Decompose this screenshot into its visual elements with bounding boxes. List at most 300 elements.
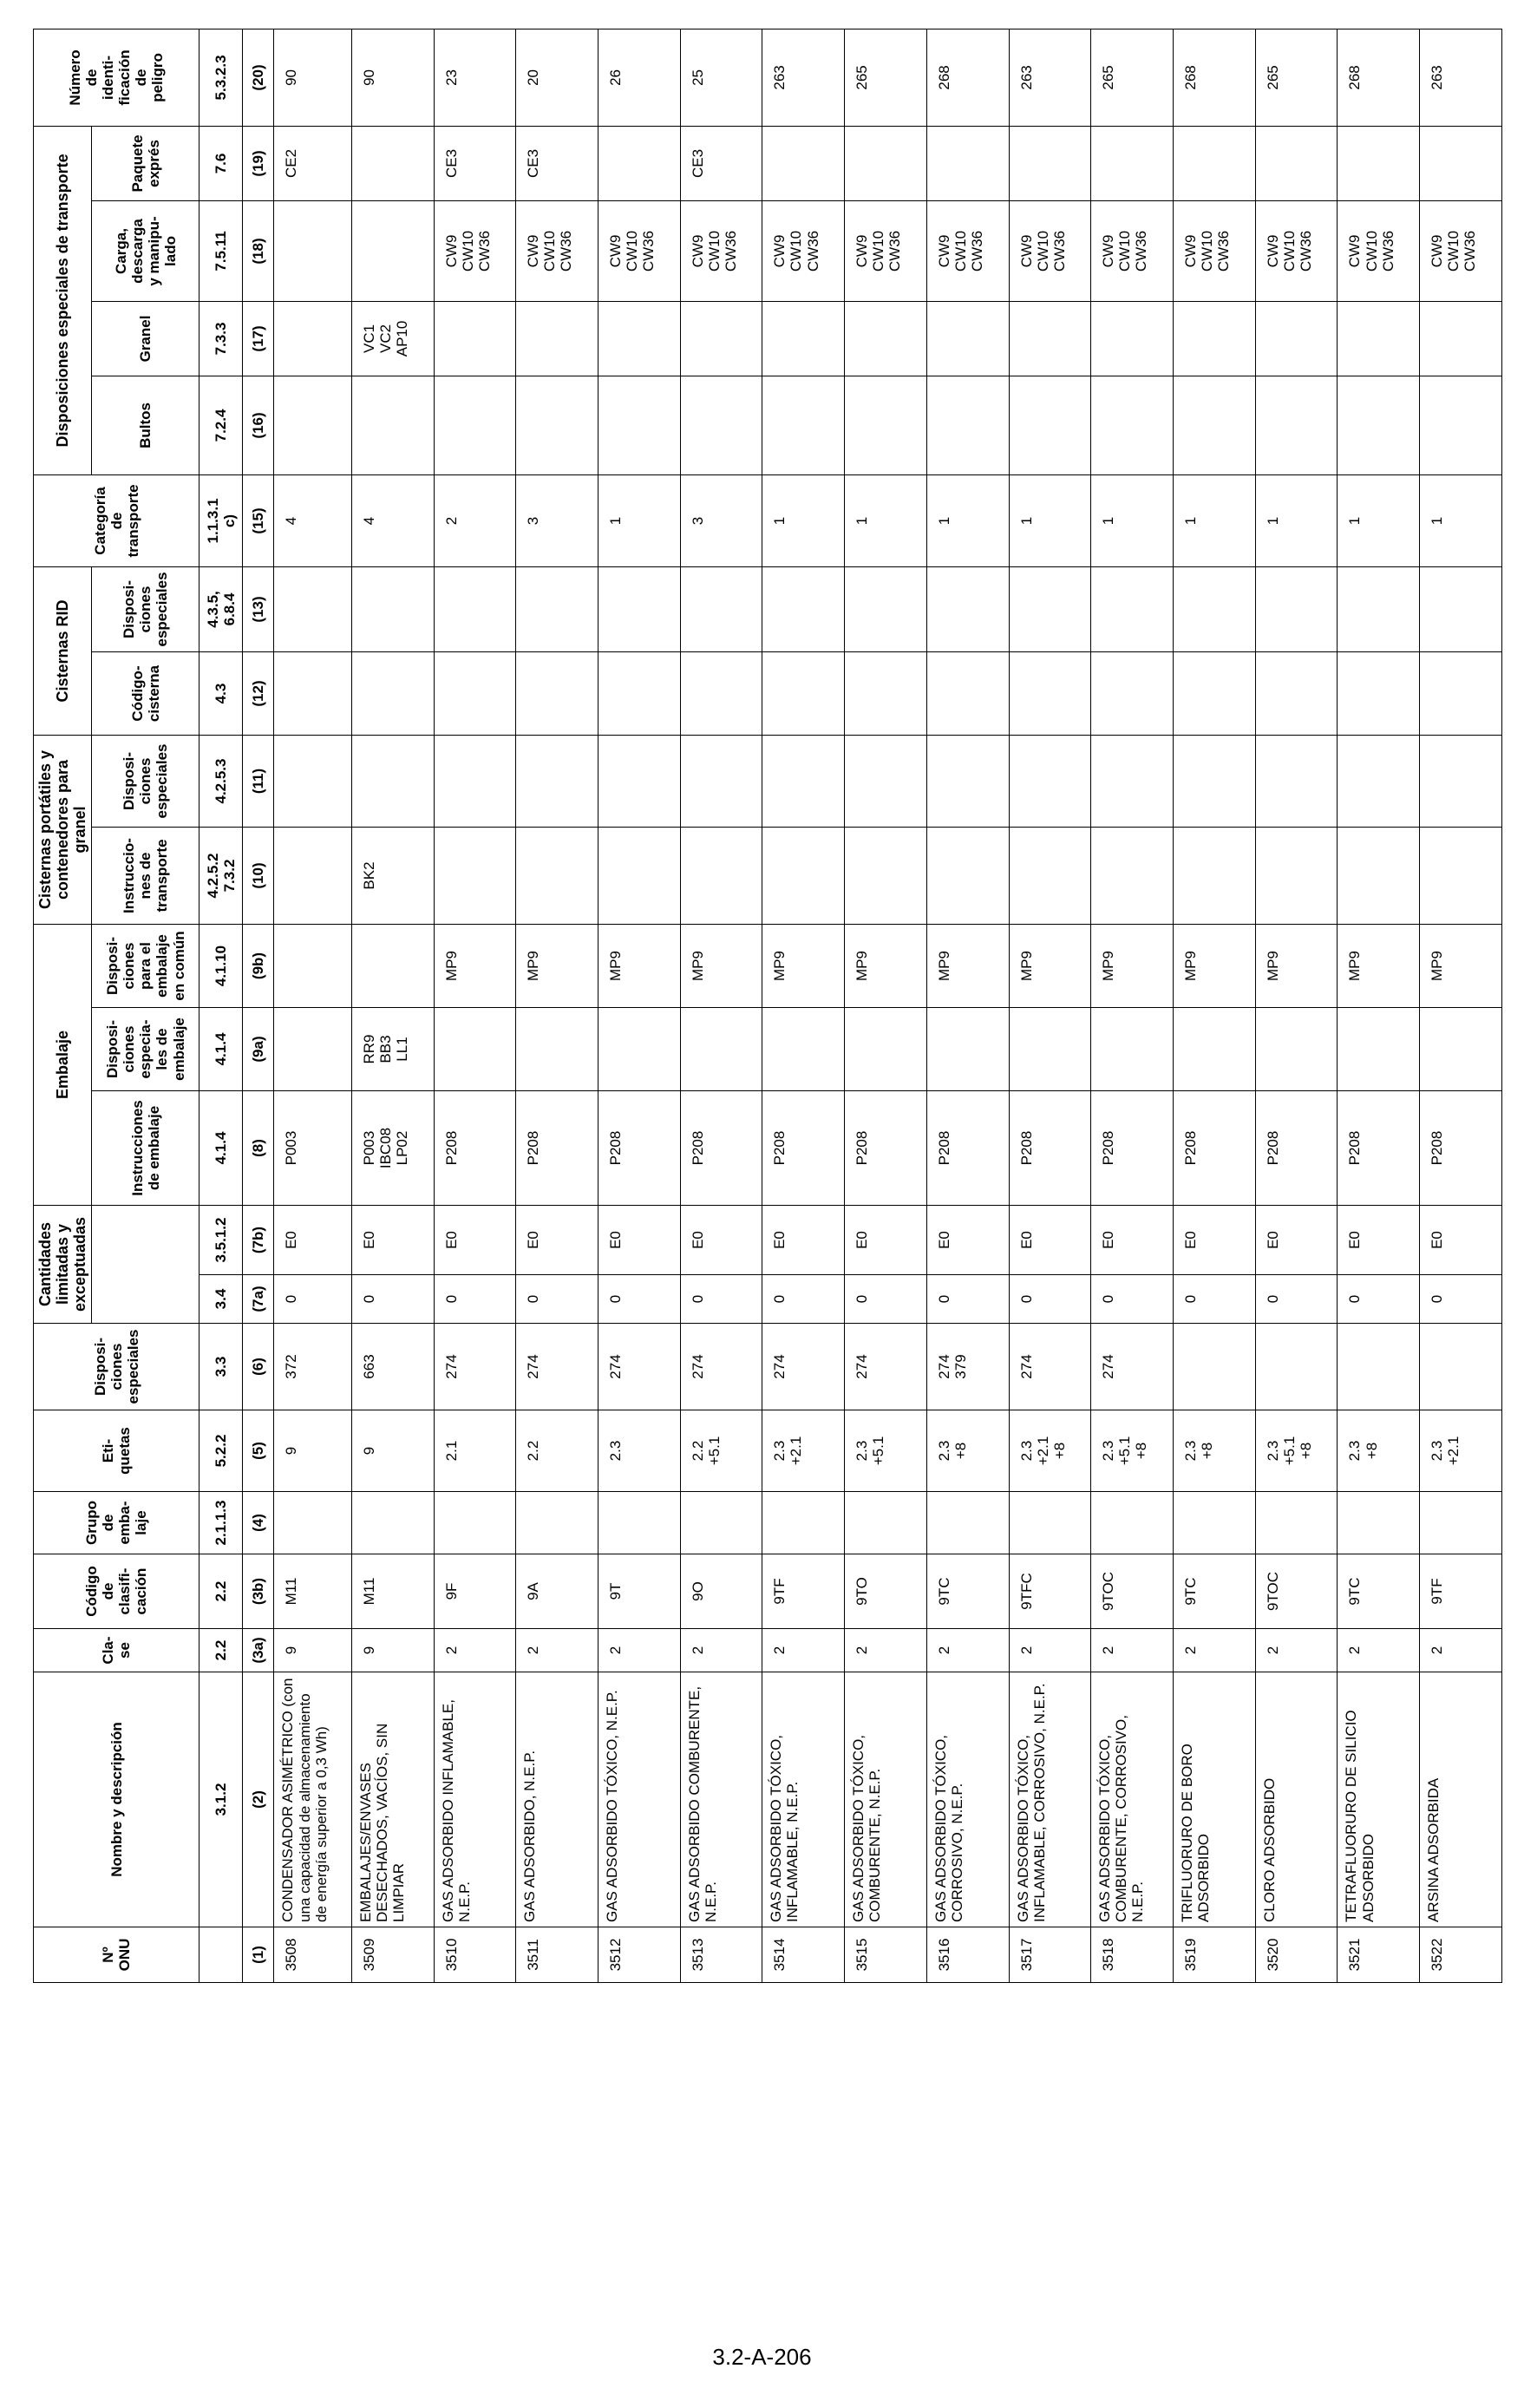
table-cell — [351, 376, 434, 474]
table-cell: MP9 — [598, 925, 681, 1008]
table-cell: CW9 CW10 CW36 — [680, 200, 762, 301]
un-number-cell: 3518 — [1091, 1927, 1174, 1983]
table-cell — [1255, 566, 1338, 651]
table-cell: 0 — [598, 1275, 681, 1324]
table-row — [1338, 29, 1420, 1982]
table-cell — [274, 200, 351, 301]
page-number: 3.2-A-206 — [712, 2344, 812, 2370]
table-cell: 9TC — [1338, 1554, 1420, 1629]
table-cell: 3 — [516, 474, 598, 566]
table-cell: MP9 — [762, 925, 845, 1008]
column-number-row — [243, 29, 274, 1982]
table-cell — [1255, 301, 1338, 376]
header-cantidades: Cantidades limitadas y exceptuadas — [34, 1206, 92, 1324]
table-cell: 265 — [1255, 29, 1338, 126]
name-cell: GAS ADSORBIDO TÓXICO, N.E.P. — [598, 1672, 681, 1927]
un-number-cell: 3519 — [1174, 1927, 1256, 1983]
table-cell: E0 — [274, 1206, 351, 1275]
table-cell: 4 — [274, 474, 351, 566]
table-cell: 663 — [351, 1324, 434, 1410]
table-cell: P208 — [1091, 1091, 1174, 1206]
table-cell — [434, 301, 516, 376]
table-cell — [845, 126, 927, 200]
table-row — [926, 29, 1009, 1982]
header-etiquetas: Eti- quetas — [34, 1410, 199, 1492]
table-row — [351, 29, 434, 1982]
column-number-cell: (5) — [243, 1410, 274, 1492]
table-cell: P208 — [1420, 1091, 1502, 1206]
table-cell: P208 — [1009, 1091, 1091, 1206]
table-cell: 9TC — [926, 1554, 1009, 1629]
table-cell: 2 — [680, 1629, 762, 1672]
table-cell — [1009, 828, 1091, 925]
table-cell: 9 — [351, 1629, 434, 1672]
ref-cell: 4.2.5.3 — [199, 735, 243, 827]
table-cell — [1338, 735, 1420, 827]
table-cell — [762, 1492, 845, 1554]
table-cell — [1338, 126, 1420, 200]
table-cell: 2 — [1420, 1629, 1502, 1672]
table-cell: P208 — [1338, 1091, 1420, 1206]
column-number-cell: (19) — [243, 126, 274, 200]
table-cell: E0 — [434, 1206, 516, 1275]
table-cell: 4 — [351, 474, 434, 566]
table-cell: MP9 — [1255, 925, 1338, 1008]
un-number-cell: 3520 — [1255, 1927, 1338, 1983]
table-cell: CW9 CW10 CW36 — [845, 200, 927, 301]
header-disp-esp: Disposi- ciones especiales — [34, 1324, 199, 1410]
table-cell — [1174, 828, 1256, 925]
table-cell — [762, 126, 845, 200]
table-cell: E0 — [351, 1206, 434, 1275]
table-cell: 0 — [274, 1275, 351, 1324]
header-cantidades-blank — [92, 1206, 199, 1324]
table-cell: 2.3 +2.1 +8 — [1009, 1410, 1091, 1492]
column-number-cell: (11) — [243, 735, 274, 827]
table-cell — [762, 1008, 845, 1091]
table-cell: E0 — [926, 1206, 1009, 1275]
table-cell — [274, 566, 351, 651]
table-cell — [845, 301, 927, 376]
table-cell — [1009, 126, 1091, 200]
table-cell — [845, 735, 927, 827]
table-cell: 90 — [351, 29, 434, 126]
table-cell: P003 IBC08 LP02 — [351, 1091, 434, 1206]
table-cell: 9TFC — [1009, 1554, 1091, 1629]
table-cell: 1 — [926, 474, 1009, 566]
table-cell — [926, 566, 1009, 651]
table-cell — [926, 126, 1009, 200]
table-cell: 2 — [434, 474, 516, 566]
table-cell: 2.3 — [598, 1410, 681, 1492]
column-number-cell: (3b) — [243, 1554, 274, 1629]
table-cell — [1255, 828, 1338, 925]
table-cell: 9 — [274, 1629, 351, 1672]
table-cell: 274 — [434, 1324, 516, 1410]
table-cell — [680, 735, 762, 827]
name-cell: EMBALAJES/ENVASES DESECHADOS, VACÍOS, SIN LIMPIAR — [351, 1672, 434, 1927]
ref-cell: 7.6 — [199, 126, 243, 200]
table-cell: 9A — [516, 1554, 598, 1629]
table-cell: 2 — [845, 1629, 927, 1672]
table-cell: 26 — [598, 29, 681, 126]
table-cell — [680, 1008, 762, 1091]
header-cisternas-portatiles: Cisternas portátiles y contenedores para granel — [34, 735, 92, 924]
un-number-cell: 3514 — [762, 1927, 845, 1983]
header-un-no: Nº ONU — [34, 1927, 199, 1983]
table-cell: 0 — [762, 1275, 845, 1324]
table-cell: 274 — [1009, 1324, 1091, 1410]
dangerous-goods-table — [33, 29, 1502, 1983]
table-cell — [1091, 651, 1174, 735]
table-cell — [1174, 566, 1256, 651]
table-cell: 0 — [434, 1275, 516, 1324]
table-cell — [845, 1492, 927, 1554]
table-cell: 1 — [1009, 474, 1091, 566]
table-cell — [1338, 828, 1420, 925]
table-cell — [1420, 1008, 1502, 1091]
table-cell: 2 — [1009, 1629, 1091, 1672]
table-cell: 2.2 +5.1 — [680, 1410, 762, 1492]
table-cell — [1255, 1008, 1338, 1091]
table-cell: 2.3 +5.1 +8 — [1255, 1410, 1338, 1492]
table-cell — [598, 651, 681, 735]
table-cell — [926, 1008, 1009, 1091]
table-cell: CW9 CW10 CW36 — [1009, 200, 1091, 301]
table-row — [1420, 29, 1502, 1982]
table-cell: 9TO — [845, 1554, 927, 1629]
table-cell: CE3 — [680, 126, 762, 200]
table-cell: 0 — [680, 1275, 762, 1324]
name-cell: GAS ADSORBIDO TÓXICO, INFLAMABLE, CORROSIVO, N.E.P. — [1009, 1672, 1091, 1927]
ref-cell: 1.1.3.1 c) — [199, 474, 243, 566]
table-cell: MP9 — [434, 925, 516, 1008]
table-cell: MP9 — [926, 925, 1009, 1008]
table-cell — [1255, 1324, 1338, 1410]
header-disp-esp-rid: Disposi- ciones especiales — [92, 566, 199, 651]
table-cell — [1420, 651, 1502, 735]
un-number-cell: 3511 — [516, 1927, 598, 1983]
name-cell: ARSINA ADSORBIDA — [1420, 1672, 1502, 1927]
ref-cell: 2.2 — [199, 1554, 243, 1629]
name-cell: TETRAFLUORURO DE SILICIO ADSORBIDO — [1338, 1672, 1420, 1927]
header-clase: Cla- se — [34, 1629, 199, 1672]
ref-cell: 5.2.2 — [199, 1410, 243, 1492]
table-cell: 0 — [926, 1275, 1009, 1324]
table-cell — [351, 200, 434, 301]
ref-cell: 5.3.2.3 — [199, 29, 243, 126]
column-number-cell: (9b) — [243, 925, 274, 1008]
name-cell: GAS ADSORBIDO TÓXICO, COMBURENTE, N.E.P. — [845, 1672, 927, 1927]
table-cell — [516, 566, 598, 651]
table-cell — [1009, 301, 1091, 376]
table-cell — [1338, 566, 1420, 651]
ref-cell: 7.2.4 — [199, 376, 243, 474]
table-cell: 268 — [1174, 29, 1256, 126]
table-cell: 268 — [1338, 29, 1420, 126]
name-cell: GAS ADSORBIDO TÓXICO, COMBURENTE, CORROSIVO, N.E.P. — [1091, 1672, 1174, 1927]
ref-cell: 3.1.2 — [199, 1672, 243, 1927]
table-cell: E0 — [1091, 1206, 1174, 1275]
un-number-cell: 3521 — [1338, 1927, 1420, 1983]
column-number-cell: (10) — [243, 828, 274, 925]
table-row — [762, 29, 845, 1982]
table-cell: P208 — [845, 1091, 927, 1206]
un-number-cell: 3517 — [1009, 1927, 1091, 1983]
table-cell: 2 — [762, 1629, 845, 1672]
table-cell — [434, 651, 516, 735]
header-disp-comun: Disposi- ciones para el embalaje en común — [92, 925, 199, 1008]
ref-cell — [199, 1927, 243, 1983]
table-cell: 9TF — [762, 1554, 845, 1629]
table-cell: CW9 CW10 CW36 — [1420, 200, 1502, 301]
header-row-top — [34, 29, 92, 1982]
table-row — [274, 29, 351, 1982]
header-numero-peligro: Número de identi- ficación de peligro — [34, 29, 199, 126]
table-cell: 0 — [1420, 1275, 1502, 1324]
table-cell — [762, 301, 845, 376]
header-disp-esp-embalaje: Disposi- ciones especia- les de embalaje — [92, 1008, 199, 1091]
table-cell — [598, 1492, 681, 1554]
table-cell: 2.3 +8 — [926, 1410, 1009, 1492]
table-cell: 274 — [762, 1324, 845, 1410]
table-row — [1009, 29, 1091, 1982]
table-cell — [1174, 301, 1256, 376]
table-cell — [1420, 828, 1502, 925]
ref-cell: 2.2 — [199, 1629, 243, 1672]
table-cell: CW9 CW10 CW36 — [926, 200, 1009, 301]
table-cell — [762, 828, 845, 925]
table-cell — [762, 376, 845, 474]
table-cell — [1420, 1492, 1502, 1554]
table-cell: P208 — [1255, 1091, 1338, 1206]
table-cell: 9T — [598, 1554, 681, 1629]
table-cell — [1338, 1492, 1420, 1554]
column-number-cell: (7a) — [243, 1275, 274, 1324]
table-cell — [1009, 1008, 1091, 1091]
reference-row — [199, 29, 243, 1982]
table-cell — [1009, 566, 1091, 651]
table-cell: 2.2 — [516, 1410, 598, 1492]
table-cell — [598, 126, 681, 200]
un-number-cell: 3522 — [1420, 1927, 1502, 1983]
table-cell — [1174, 1492, 1256, 1554]
table-cell — [1091, 566, 1174, 651]
table-cell — [1420, 735, 1502, 827]
table-cell — [845, 566, 927, 651]
column-number-cell: (6) — [243, 1324, 274, 1410]
table-cell: CW9 CW10 CW36 — [1338, 200, 1420, 301]
table-cell: CE3 — [516, 126, 598, 200]
ref-cell: 2.1.1.3 — [199, 1492, 243, 1554]
table-cell — [680, 301, 762, 376]
table-cell — [1091, 1008, 1174, 1091]
table-row — [845, 29, 927, 1982]
table-cell: CW9 CW10 CW36 — [1174, 200, 1256, 301]
table-cell — [845, 1008, 927, 1091]
table-cell: 2 — [1174, 1629, 1256, 1672]
table-cell: 274 — [680, 1324, 762, 1410]
table-cell — [274, 735, 351, 827]
table-cell: 2 — [434, 1629, 516, 1672]
table-cell: CW9 CW10 CW36 — [598, 200, 681, 301]
header-disp-transporte: Disposiciones especiales de transporte — [34, 126, 92, 474]
header-disp-esp-cp: Disposi- ciones especiales — [92, 735, 199, 827]
table-cell: 274 — [598, 1324, 681, 1410]
ref-cell: 4.1.10 — [199, 925, 243, 1008]
table-cell: M11 — [351, 1554, 434, 1629]
table-cell: MP9 — [1009, 925, 1091, 1008]
table-cell: P208 — [598, 1091, 681, 1206]
table-cell: 1 — [845, 474, 927, 566]
ref-cell: 4.3 — [199, 651, 243, 735]
header-carga: Carga, descarga y manipu- lado — [92, 200, 199, 301]
table-cell — [680, 566, 762, 651]
table-cell: 265 — [1091, 29, 1174, 126]
table-cell: MP9 — [1091, 925, 1174, 1008]
header-granel: Granel — [92, 301, 199, 376]
un-number-cell: 3508 — [274, 1927, 351, 1983]
table-cell: MP9 — [680, 925, 762, 1008]
table-cell — [351, 735, 434, 827]
table-cell: 1 — [762, 474, 845, 566]
table-cell: MP9 — [1174, 925, 1256, 1008]
table-cell — [1091, 735, 1174, 827]
table-cell: 9TOC — [1255, 1554, 1338, 1629]
table-cell: 2 — [1091, 1629, 1174, 1672]
header-grupo: Grupo de emba- laje — [34, 1492, 199, 1554]
table-cell: 0 — [351, 1275, 434, 1324]
table-cell — [845, 376, 927, 474]
table-cell: E0 — [1420, 1206, 1502, 1275]
table-cell — [1420, 301, 1502, 376]
table-row — [1255, 29, 1338, 1982]
table-cell: 25 — [680, 29, 762, 126]
name-cell: GAS ADSORBIDO, N.E.P. — [516, 1672, 598, 1927]
table-cell — [1091, 376, 1174, 474]
table-cell — [1174, 651, 1256, 735]
table-cell — [1338, 1008, 1420, 1091]
table-cell — [762, 566, 845, 651]
header-paquete: Paquete exprés — [92, 126, 199, 200]
name-cell: TRIFLUORURO DE BORO ADSORBIDO — [1174, 1672, 1256, 1927]
ref-cell: 4.2.5.2 7.3.2 — [199, 828, 243, 925]
table-cell — [1255, 1492, 1338, 1554]
table-cell — [845, 828, 927, 925]
table-cell: CW9 CW10 CW36 — [762, 200, 845, 301]
table-cell: 1 — [1338, 474, 1420, 566]
table-cell: P208 — [1174, 1091, 1256, 1206]
table-cell — [274, 376, 351, 474]
table-cell: BK2 — [351, 828, 434, 925]
table-cell: 2 — [598, 1629, 681, 1672]
table-cell — [1255, 735, 1338, 827]
column-number-cell: (18) — [243, 200, 274, 301]
table-cell — [351, 126, 434, 200]
table-cell — [926, 828, 1009, 925]
un-number-cell: 3516 — [926, 1927, 1009, 1983]
ref-cell: 4.1.4 — [199, 1008, 243, 1091]
table-cell: 2.3 +5.1 — [845, 1410, 927, 1492]
ref-cell: 3.3 — [199, 1324, 243, 1410]
table-cell — [434, 1492, 516, 1554]
table-cell — [1091, 301, 1174, 376]
table-cell: E0 — [516, 1206, 598, 1275]
table-cell: 9 — [351, 1410, 434, 1492]
table-cell: CW9 CW10 CW36 — [434, 200, 516, 301]
table-cell: CW9 CW10 CW36 — [1255, 200, 1338, 301]
table-cell — [680, 828, 762, 925]
table-cell: P208 — [680, 1091, 762, 1206]
table-cell — [1338, 1324, 1420, 1410]
table-cell: E0 — [680, 1206, 762, 1275]
table-cell — [1174, 1324, 1256, 1410]
table-cell — [434, 566, 516, 651]
table-cell: 1 — [1255, 474, 1338, 566]
table-cell — [1091, 1492, 1174, 1554]
table-cell — [1009, 735, 1091, 827]
name-cell: CONDENSADOR ASIMÉTRICO (con una capacidad de almacenamiento de energía superior a 0,3 Wh) — [274, 1672, 351, 1927]
header-embalaje: Embalaje — [34, 925, 92, 1206]
ref-cell: 7.5.11 — [199, 200, 243, 301]
header-instr-transporte: Instruccio- nes de transporte — [92, 828, 199, 925]
table-cell: 2 — [926, 1629, 1009, 1672]
column-number-cell: (13) — [243, 566, 274, 651]
table-cell: 0 — [1091, 1275, 1174, 1324]
table-cell — [1255, 126, 1338, 200]
column-number-cell: (2) — [243, 1672, 274, 1927]
table-cell — [274, 925, 351, 1008]
un-number-cell: 3509 — [351, 1927, 434, 1983]
table-cell — [1174, 376, 1256, 474]
table-cell: 372 — [274, 1324, 351, 1410]
table-cell — [351, 651, 434, 735]
table-cell: CW9 CW10 CW36 — [516, 200, 598, 301]
ref-cell: 3.4 — [199, 1275, 243, 1324]
table-cell: VC1 VC2 AP10 — [351, 301, 434, 376]
table-cell — [1338, 651, 1420, 735]
table-row — [598, 29, 681, 1982]
table-cell: 3 — [680, 474, 762, 566]
ref-cell: 7.3.3 — [199, 301, 243, 376]
table-cell: 9TC — [1174, 1554, 1256, 1629]
table-cell: 1 — [1091, 474, 1174, 566]
table-cell: RR9 BB3 LL1 — [351, 1008, 434, 1091]
table-cell: 274 379 — [926, 1324, 1009, 1410]
table-cell: E0 — [845, 1206, 927, 1275]
column-number-cell: (3a) — [243, 1629, 274, 1672]
header-bultos: Bultos — [92, 376, 199, 474]
name-cell: GAS ADSORBIDO TÓXICO, CORROSIVO, N.E.P. — [926, 1672, 1009, 1927]
table-cell: E0 — [1174, 1206, 1256, 1275]
table-cell: 2.3 +8 — [1174, 1410, 1256, 1492]
table-cell — [598, 828, 681, 925]
table-cell: CE2 — [274, 126, 351, 200]
table-cell: 0 — [516, 1275, 598, 1324]
table-cell — [1174, 735, 1256, 827]
table-cell — [274, 1492, 351, 1554]
table-cell — [1174, 126, 1256, 200]
table-cell — [1009, 651, 1091, 735]
table-cell — [274, 301, 351, 376]
table-cell — [351, 566, 434, 651]
table-cell — [274, 1008, 351, 1091]
column-number-cell: (7b) — [243, 1206, 274, 1275]
table-cell — [1255, 376, 1338, 474]
table-cell: MP9 — [1420, 925, 1502, 1008]
table-cell: 268 — [926, 29, 1009, 126]
table-cell: P208 — [926, 1091, 1009, 1206]
